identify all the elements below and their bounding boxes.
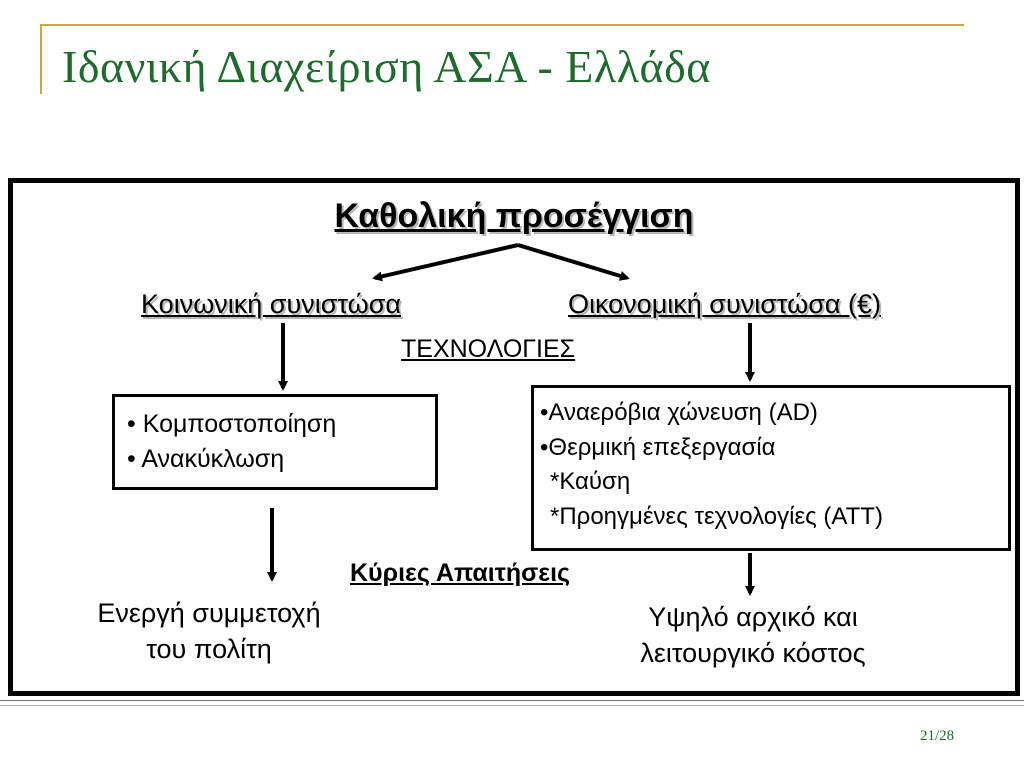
footer-rule-secondary — [0, 705, 1024, 706]
footer-rule — [0, 700, 1024, 701]
arrow-heading-to-social — [375, 245, 518, 278]
list-item: *Καύση — [550, 468, 631, 496]
list-item: •Θερμική επεξεργασία — [540, 433, 776, 461]
list-item: • Ανακύκλωση — [127, 444, 285, 473]
social-technologies-box — [112, 394, 438, 490]
list-item: • Κομποστοποίηση — [127, 410, 337, 438]
economic-component-label: Οικονομική συνιστώσα (€) — [568, 289, 882, 319]
economic-outcome — [573, 599, 933, 672]
diagram-frame — [8, 178, 1020, 696]
slide-title: Ιδανική Διαχείριση ΑΣΑ - Ελλάδα — [62, 41, 711, 92]
economic-technologies-box — [531, 385, 1011, 551]
arrow-heading-to-economic — [518, 245, 627, 278]
diagram-heading: Καθολική προσέγγιση — [334, 197, 694, 235]
page-number: 21/28 — [920, 728, 955, 744]
main-requirements-label: Κύριες Απαιτήσεις — [350, 559, 571, 587]
outcome-line: λειτουργικό κόστος — [640, 638, 866, 669]
outcome-line: Ενεργή συμμετοχή — [97, 598, 321, 628]
top-accent-rule — [40, 24, 964, 26]
list-item: *Προηγμένες τεχνολογίες (ATT) — [550, 502, 883, 530]
outcome-line: Υψηλό αρχικό και — [648, 602, 858, 632]
left-accent-rule — [40, 24, 42, 94]
outcome-line: του πολίτη — [146, 634, 272, 665]
social-outcome — [49, 595, 369, 668]
list-item: •Αναερόβια χώνευση (AD) — [540, 399, 818, 426]
social-component-label: Κοινωνική συνιστώσα — [141, 289, 402, 319]
technologies-label: ΤΕΧΝΟΛΟΓΙΕΣ — [401, 335, 576, 363]
